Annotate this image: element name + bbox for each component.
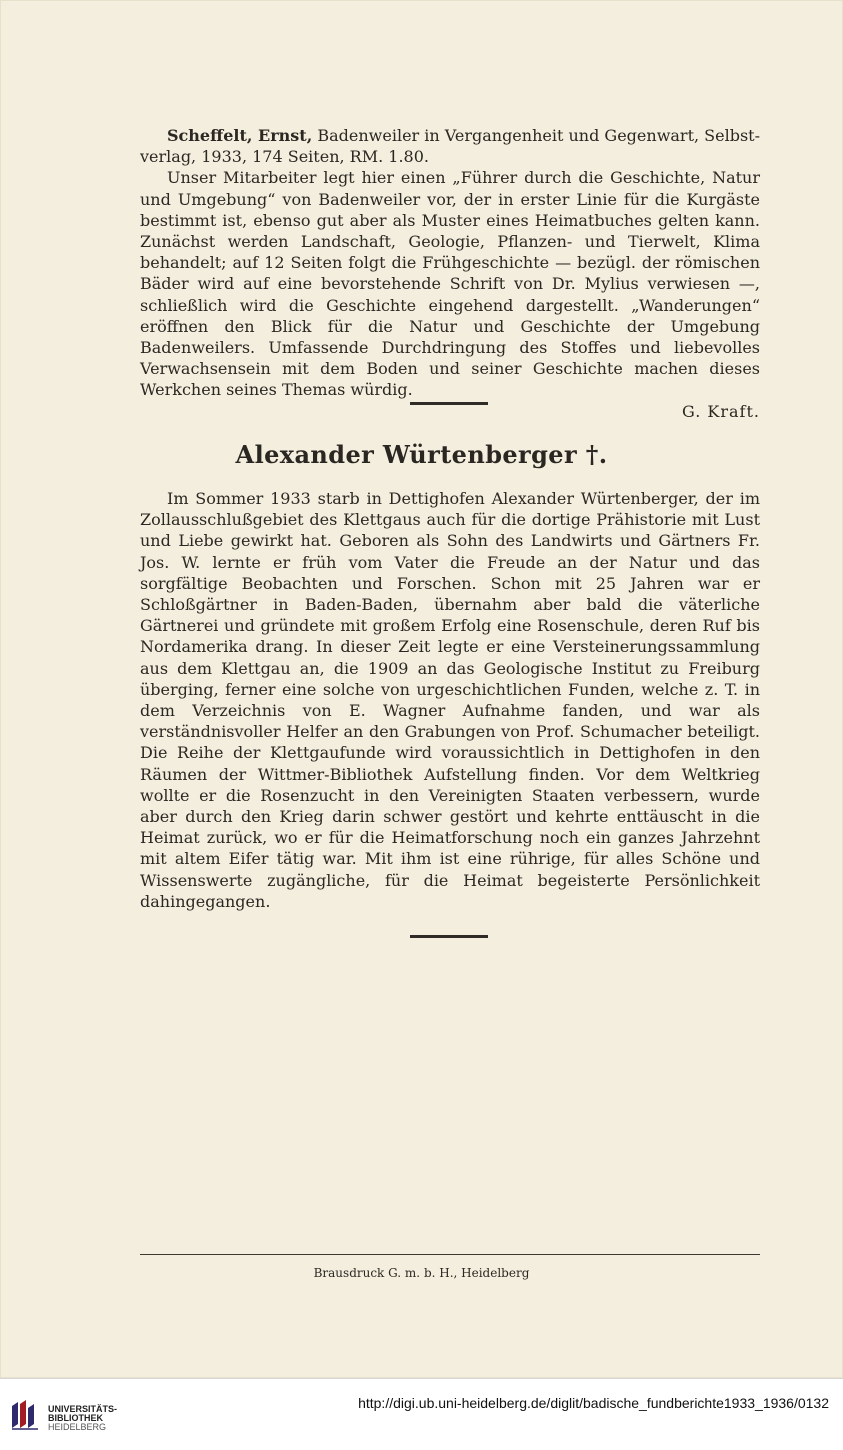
university-library-logo-icon: [8, 1398, 42, 1432]
library-name-line-3: HEIDELBERG: [48, 1422, 107, 1432]
obituary-title: Alexander Würtenberger †.: [235, 440, 608, 469]
section-divider: [410, 402, 488, 405]
book-review: [140, 125, 760, 422]
review-citation: [140, 125, 760, 167]
review-signature: G. Kraft.: [682, 401, 760, 421]
source-url[interactable]: http://digi.ub.uni-heidelberg.de/diglit/badische_fundberichte1933_1936/0132: [358, 1395, 829, 1411]
obituary-text: Im Sommer 1933 starb in Dettighofen Alexander Würtenberger, der im Zollausschlußgebiet des Klettgaus auch für die dortige Prähistorie mit Lust und Liebe gewirkt hat. Geboren als Sohn des Landwirts und Gärtners Fr. Jos. W. lernte er früh vom Vater die Freude an der Natur und das sorgfältige Beobachten und Forschen. Schon mit 25 Jahren war er Schloßgärtner in Baden-Baden, übernahm aber bald die väterliche Gärtnerei und gründete mit großem Erfolg eine Rosenschule, deren Ruf bis Nordamerika drang. In dieser Zeit legte er eine Versteinerungssammlung aus dem Klettgau an, die 1909 an das Geologische Institut zu Freiburg überging, ferner eine solche von urgeschichtlichen Funden, welche z. T. in dem Verzeichnis von E. Wagner Aufnahme fanden, und war als verständnisvoller Helfer an den Grabungen von Prof. Schumacher beteiligt. Die Reihe der Klettgaufunde wird voraussichtlich in Dettighofen in den Räumen der Wittmer-Bibliothek Aufstellung finden. Vor dem Weltkrieg wollte er die Rosenzucht in den Vereinigten Staaten verbessern, wurde aber durch den Krieg darin schwer gestört und kehrte enttäuscht in die Heimat zurück, wo er für die Heimatforschung noch ein ganzes Jahrzehnt mit altem Eifer tätig war. Mit ihm ist eine rührige, für alles Schöne und Wissenswerte zugängliche, für die Heimat begeisterte Persönlichkeit dahingegangen.: [140, 489, 760, 911]
printer-imprint: Brausdruck G. m. b. H., Heidelberg: [313, 1266, 530, 1280]
library-name-line-1: UNIVERSITÄTS-: [48, 1404, 118, 1414]
library-name-line-2: BIBLIOTHEK: [48, 1413, 103, 1423]
library-name: [48, 1405, 117, 1432]
obituary: [140, 488, 760, 912]
review-body: Unser Mitarbeiter legt hier einen „Führer durch die Geschichte, Natur und Umgebung“ von Badenweiler vor, der in erster Linie für die Kurgäste bestimmt ist, ebenso gut aber als Muster eines Heimatbuches gelten kann. Zunächst werden Landschaft, Geologie, Pflanzen- und Tierwelt, Klima behandelt; auf 12 Seiten folgt die Frühgeschichte — bezügl. der römischen Bäder wird auf eine bevorstehende Schrift von Dr. Mylius verwiesen —, schließlich wird die Geschichte eingehend dargestellt. „Wanderungen“ eröffnen den Blick für die Natur und Geschichte der Umgebung Badenweilers. Umfassende Durchdringung des Stoffes und liebevolles Verwachsensein mit dem Boden und seiner Geschichte machen dieses Werkchen seines Themas würdig.: [140, 168, 760, 400]
review-author: Scheffelt, Ernst,: [167, 126, 313, 145]
digitization-footer: [0, 1378, 843, 1450]
footer-rule: [140, 1254, 760, 1255]
section-divider-end: [410, 935, 488, 938]
review-citation-details: Badenweiler in Vergangenheit und Gegenwart, Selbst-verlag, 1933, 174 Seiten, RM. 1.80.: [140, 126, 761, 167]
